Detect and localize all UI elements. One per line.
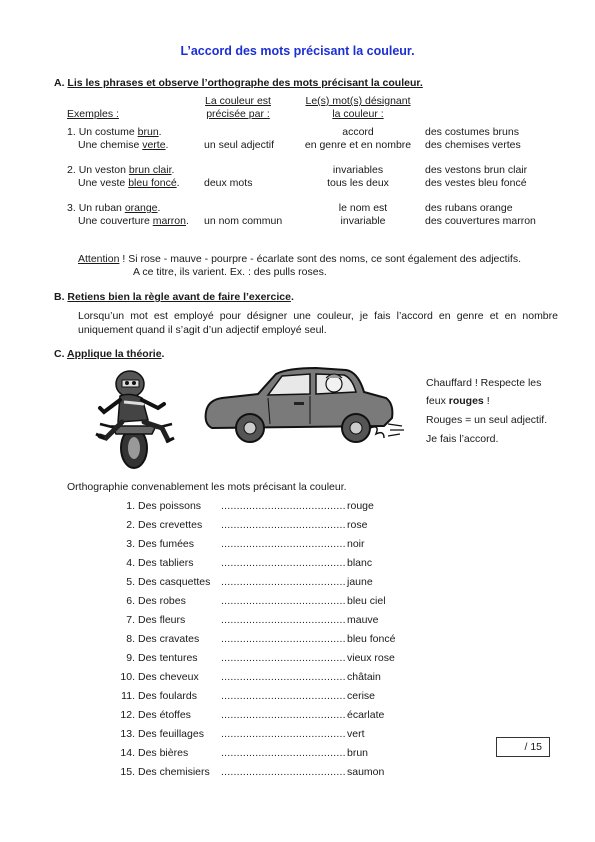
rule-line-2: tous les deux: [327, 177, 389, 189]
exercise-noun: Des bières: [138, 747, 189, 759]
exercise-noun: Des casquettes: [138, 576, 211, 588]
exercise-number: 7.: [126, 614, 135, 626]
rule-line-1: le nom est: [338, 202, 388, 214]
plural-form: des costumes bruns: [425, 126, 519, 138]
answer-blank[interactable]: ........................................: [221, 671, 346, 683]
exercise-noun: Des robes: [138, 595, 186, 607]
motorcyclist-illustration: [92, 368, 184, 478]
exercise-noun: Des chemisiers: [138, 766, 210, 778]
car-illustration: [198, 364, 410, 450]
rule-line-1: invariables: [332, 164, 384, 176]
answer-blank[interactable]: ........................................: [221, 633, 346, 645]
section-a-heading: [54, 77, 423, 89]
highlighted-word: bleu foncé: [128, 177, 177, 189]
highlighted-word: marron: [152, 215, 186, 227]
color-word: bleu ciel: [347, 595, 386, 607]
answer-blank[interactable]: ........................................: [221, 709, 346, 721]
highlighted-word: verte: [142, 139, 166, 151]
example-line: Une veste bleu foncé.: [78, 177, 180, 189]
answer-blank[interactable]: ........................................: [221, 595, 346, 607]
plural-form: des vestons brun clair: [425, 164, 528, 176]
rule-line-2: en genre et en nombre: [304, 139, 412, 151]
col-color-header-2: précisée par :: [206, 108, 270, 120]
exercise-number: 5.: [126, 576, 135, 588]
answer-blank[interactable]: ........................................: [221, 500, 346, 512]
color-word: vert: [347, 728, 365, 740]
precision-type: un nom commun: [204, 215, 283, 227]
color-word: saumon: [347, 766, 385, 778]
speech-highlight: rouges: [448, 395, 484, 407]
exercise-noun: Des fleurs: [138, 614, 186, 626]
exercise-number: 1.: [126, 500, 135, 512]
exercise-number: 6.: [126, 595, 135, 607]
answer-blank[interactable]: ........................................: [221, 747, 346, 759]
exercise-noun: Des tabliers: [138, 557, 194, 569]
page-title: L’accord des mots précisant la couleur.: [180, 44, 415, 58]
exercise-number: 4.: [126, 557, 135, 569]
exercise-number: 15.: [120, 766, 135, 778]
col-color-header-1: La couleur est: [205, 95, 271, 107]
answer-blank[interactable]: ........................................: [221, 766, 346, 778]
color-word: bleu foncé: [347, 633, 396, 645]
col-examples-header: Exemples :: [67, 108, 119, 120]
color-word: brun: [347, 747, 369, 759]
example-line: 3. Un ruban orange.: [67, 202, 161, 214]
highlighted-word: brun clair: [128, 164, 172, 176]
plural-form: des chemises vertes: [425, 139, 521, 151]
exercise-number: 13.: [120, 728, 135, 740]
example-line: Une chemise verte.: [78, 139, 169, 151]
exercise-noun: Des crevettes: [138, 519, 203, 531]
col-words-header-2: la couleur :: [332, 108, 384, 120]
rule-paragraph: Lorsqu’un mot est employé pour désigner une couleur, je fais l’accord en genre et en nombre uniquement quand il s’agit d’un adjectif employé seul.: [78, 310, 558, 336]
attention-note: [78, 253, 521, 265]
answer-blank[interactable]: ........................................: [221, 690, 346, 702]
exercise-number: 14.: [120, 747, 135, 759]
speech-line-2: feux rouges !: [426, 395, 490, 407]
example-line: Une couverture marron.: [78, 215, 189, 227]
exercise-number: 2.: [126, 519, 135, 531]
answer-blank[interactable]: ........................................: [221, 652, 346, 664]
example-line: 1. Un costume brun.: [67, 126, 162, 138]
exercise-noun: Des feuillages: [138, 728, 204, 740]
speech-line-4: Je fais l’accord.: [426, 433, 499, 445]
exercise-number: 9.: [126, 652, 135, 664]
attention-text-2: A ce titre, ils varient. Ex. : des pulls roses.: [133, 266, 327, 278]
color-word: châtain: [347, 671, 381, 683]
speech-line-3: Rouges = un seul adjectif.: [426, 414, 548, 426]
section-b-label: B.: [54, 291, 65, 303]
exercise-noun: Des foulards: [138, 690, 197, 702]
answer-blank[interactable]: ........................................: [221, 538, 346, 550]
exercise-instruction: Orthographie convenablement les mots précisant la couleur.: [67, 481, 347, 493]
color-word: cerise: [347, 690, 376, 702]
section-b-title: Retiens bien la règle avant de faire l’exercice: [67, 291, 291, 303]
color-word: vieux rose: [347, 652, 395, 664]
section-a-label: A.: [54, 77, 65, 89]
exercise-noun: Des poissons: [138, 500, 202, 512]
exercise-noun: Des cheveux: [138, 671, 199, 683]
color-word: rouge: [347, 500, 374, 512]
exercise-number: 10.: [120, 671, 135, 683]
exercise-number: 11.: [121, 690, 135, 702]
section-b-heading: B. Retiens bien la règle avant de faire l’exercice.: [54, 291, 294, 303]
highlighted-word: brun: [137, 126, 159, 138]
speech-line-1: Chauffard ! Respecte les: [426, 377, 542, 389]
score-box: / 15: [496, 737, 550, 757]
color-word: jaune: [347, 576, 373, 588]
rule-line-2: invariable: [340, 215, 386, 227]
exercise-noun: Des tentures: [138, 652, 198, 664]
precision-type: deux mots: [204, 177, 253, 189]
section-c-label: C.: [54, 348, 65, 360]
color-word: noir: [347, 538, 365, 550]
exercise-noun: Des fumées: [138, 538, 195, 550]
section-a-title: Lis les phrases et observe l’orthographe des mots précisant la couleur.: [67, 77, 423, 89]
color-word: mauve: [347, 614, 379, 626]
col-words-header-1: Le(s) mot(s) désignant: [305, 95, 411, 107]
exercise-number: 8.: [126, 633, 135, 645]
attention-label: Attention: [78, 253, 120, 265]
exercise-noun: Des étoffes: [138, 709, 191, 721]
rule-line-1: accord: [342, 126, 374, 138]
answer-blank[interactable]: ........................................: [221, 557, 346, 569]
plural-form: des vestes bleu foncé: [425, 177, 527, 189]
answer-blank[interactable]: ........................................: [221, 614, 346, 626]
answer-blank[interactable]: ........................................: [221, 519, 346, 531]
color-word: rose: [347, 519, 368, 531]
color-word: écarlate: [347, 709, 385, 721]
section-c-heading: C. Applique la théorie.: [54, 348, 165, 360]
example-line: 2. Un veston brun clair.: [67, 164, 175, 176]
attention-text-1: ! Si rose - mauve - pourpre - écarlate sont des noms, ce sont également des adjectifs.: [122, 253, 521, 265]
plural-form: des couvertures marron: [425, 215, 536, 227]
plural-form: des rubans orange: [425, 202, 513, 214]
exercise-number: 12.: [120, 709, 135, 721]
color-word: blanc: [347, 557, 373, 569]
exercise-number: 3.: [126, 538, 135, 550]
answer-blank[interactable]: ........................................: [221, 576, 346, 588]
highlighted-word: orange: [124, 202, 158, 214]
precision-type: un seul adjectif: [204, 139, 275, 151]
answer-blank[interactable]: ........................................: [221, 728, 346, 740]
exercise-noun: Des cravates: [138, 633, 200, 645]
section-c-title: Applique la théorie: [67, 348, 162, 360]
